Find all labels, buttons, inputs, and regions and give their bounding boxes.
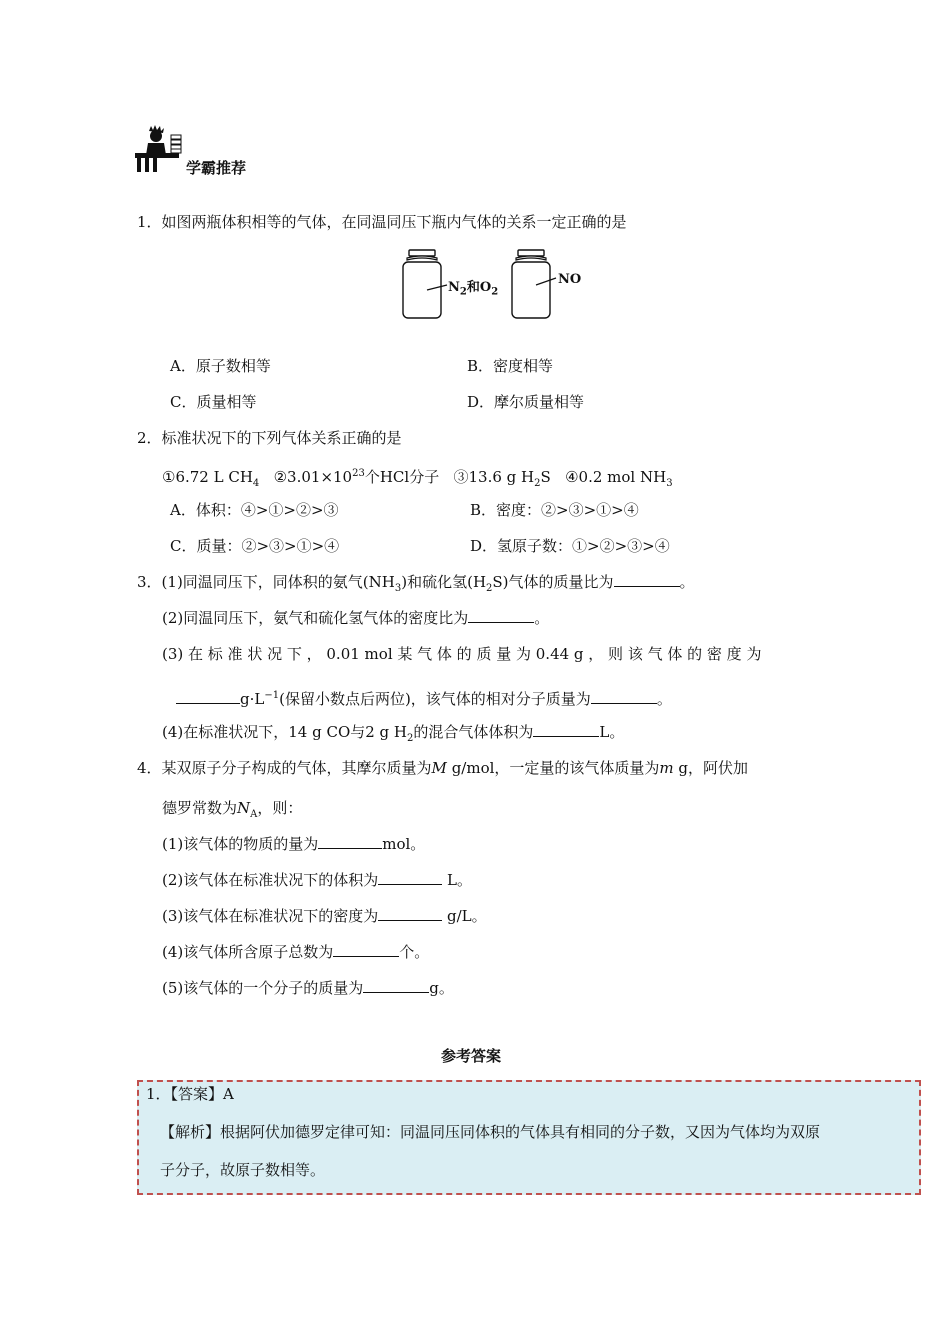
q2-stem: 2．标准状况下的下列气体关系正确的是 (137, 429, 402, 447)
answer-blank[interactable] (318, 834, 382, 849)
q1-option-d: D．摩尔质量相等 (467, 393, 585, 411)
answer-blank[interactable] (333, 942, 399, 957)
q4-stem-line2: 德罗常数为$N_A$，则： (162, 799, 303, 820)
q2-option-d: D．氢原子数：①>②>③>④ (470, 537, 670, 555)
answer-blank[interactable] (591, 689, 657, 704)
answer-blank[interactable] (468, 608, 534, 623)
q2-option-b: B．密度：②>③>①>④ (470, 501, 639, 519)
q3-part1: 3．(1)同温同压下，同体积的氨气$(NH_3)$和硫化氢$(H_2S)$气体的质量比为 。 (137, 573, 695, 594)
q3-part2: (2)同温同压下，氨气和硫化氢气体的密度比为 。 (162, 609, 550, 627)
q1-option-c: C．质量相等 (170, 393, 257, 411)
answer-blank[interactable] (176, 689, 240, 704)
q3-part3-cont: $g\cdot L^{-1}$(保留小数点后两位)，该气体的相对分子质量为 。 (176, 686, 672, 709)
answer-1-explanation-line2: 子分子，故原子数相等。 (160, 1161, 326, 1179)
answer-blank[interactable] (378, 870, 442, 885)
q2-option-c: C．质量：②>③>①>④ (170, 537, 340, 555)
q3-part3: (3) 在 标 准 状 况 下 ， 0.01 mol 某 气 体 的 质 量 为 0.44 g ， 则 该 气 体 的 密 度 为 (162, 645, 762, 663)
answer-1-explanation-line1: 【解析】根据阿伏加德罗定律可知：同温同压同体积的气体具有相同的分子数，又因为气体均为双原 (160, 1123, 821, 1141)
q3-part4: (4)在标准状况下，14 g CO与2 g $H_2$的混合气体体积为 L。 (162, 723, 625, 744)
bottle1-label: $N_2$和$O_2$ (448, 280, 499, 298)
section-title: 学霸推荐 (186, 159, 247, 177)
answer-blank[interactable] (378, 906, 442, 921)
bottle2-label: NO (558, 272, 582, 287)
q4-sub4: (4)该气体所含原子总数为 个。 (162, 943, 430, 961)
answers-title: 参考答案 (441, 1047, 502, 1065)
q4-sub1: (1)该气体的物质的量为 mol。 (162, 835, 426, 853)
q4-sub2: (2)该气体在标准状况下的体积为 L。 (162, 871, 472, 889)
q1-option-a: A．原子数相等 (170, 357, 271, 375)
answer-blank[interactable] (614, 572, 680, 587)
answer-blank[interactable] (533, 722, 599, 737)
answer-1: 1．【答案】A (146, 1085, 234, 1103)
q1-option-b: B．密度相等 (467, 357, 554, 375)
q2-items: ①6.72 L $CH_4$ $②3.01\times 10^{23}$个HCl分子 ③13.6 g $H_2S$ ④0.2 mol $NH_3$ (162, 468, 673, 489)
q4-stem-line1: 4．某双原子分子构成的气体，其摩尔质量为M g/mol，一定量的该气体质量为m g，阿伏加 (137, 759, 749, 777)
student-desk-icon (135, 125, 187, 175)
q4-sub3: (3)该气体在标准状况下的密度为 g/L。 (162, 907, 487, 925)
answer-blank[interactable] (363, 978, 429, 993)
q4-sub5: (5)该气体的一个分子的质量为 g。 (162, 979, 454, 997)
q2-option-a: A．体积：④>①>②>③ (170, 501, 339, 519)
q1-stem: 1．如图两瓶体积相等的气体，在同温同压下瓶内气体的关系一定正确的是 (137, 213, 627, 231)
